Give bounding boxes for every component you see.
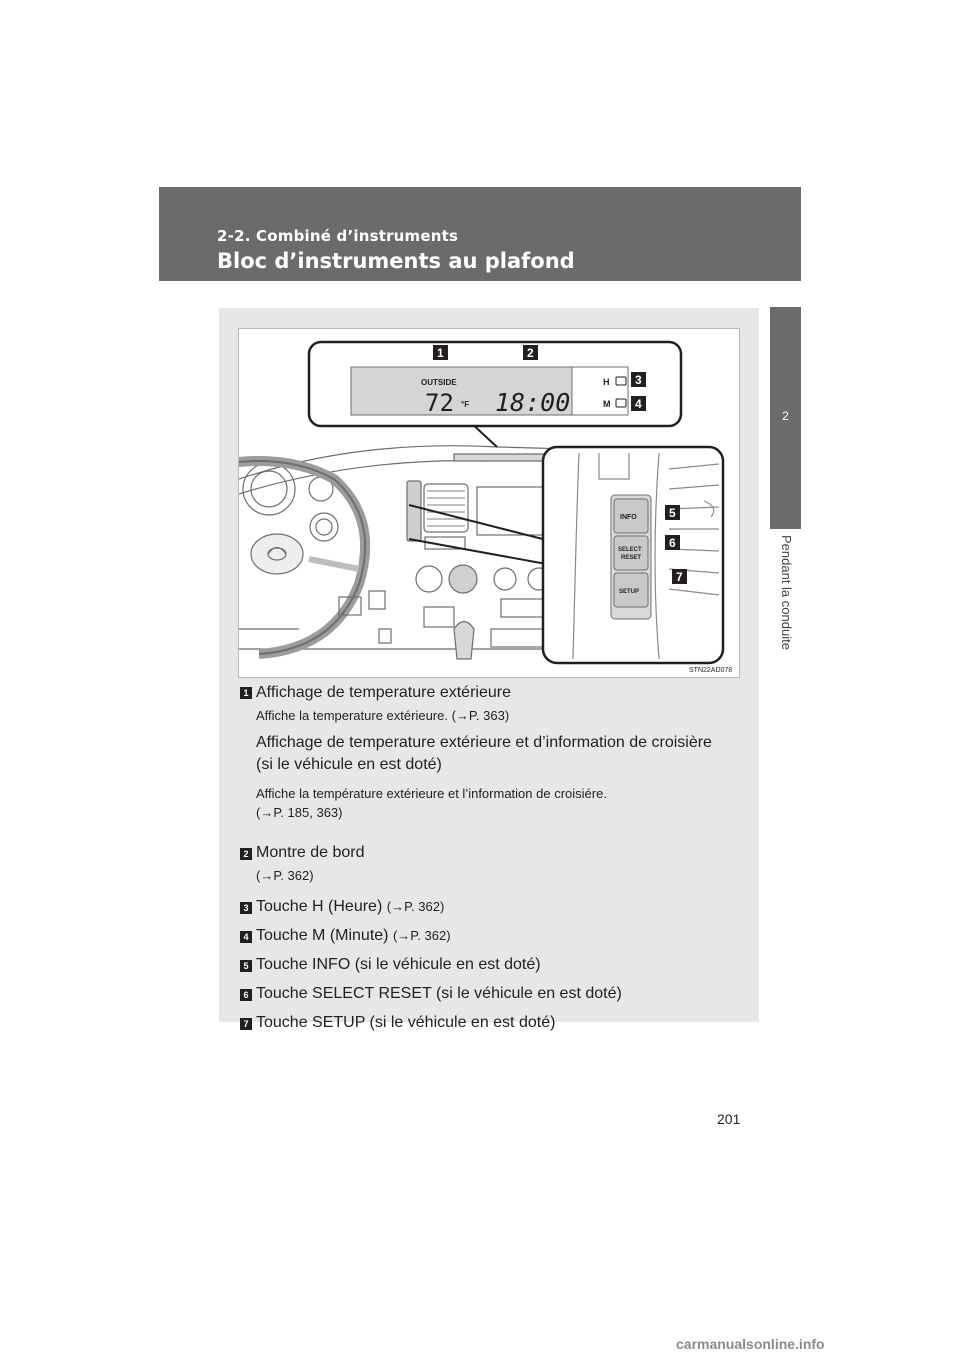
item-title: Affichage de temperature extérieure	[256, 684, 511, 701]
temperature-readout: 72	[425, 389, 454, 417]
item-title: Touche SELECT RESET (si le véhicule en est doté)	[256, 985, 622, 1002]
item-badge: 2	[240, 848, 252, 860]
item-badge: 5	[240, 960, 252, 972]
svg-text:5: 5	[669, 506, 676, 520]
callout-1	[433, 345, 448, 360]
item-title-continued: (si le véhicule en est doté)	[256, 756, 442, 773]
select-button-label: SELECT	[618, 547, 642, 553]
list-item	[240, 834, 750, 886]
item-desc: (→P. 362)	[256, 868, 314, 883]
svg-text:1: 1	[437, 346, 444, 360]
list-item	[240, 914, 750, 943]
chapter-tab	[770, 307, 801, 529]
list-item	[240, 684, 750, 728]
callout-7	[672, 569, 687, 584]
item-badge: 1	[240, 687, 252, 699]
callout-6	[665, 535, 680, 550]
item-ref: (→P. 362)	[386, 899, 445, 914]
list-item	[240, 1001, 750, 1030]
page-number: 201	[717, 1111, 741, 1127]
clock-readout: 18:00	[495, 388, 571, 417]
list-item	[240, 886, 750, 914]
watermark: carmanualsonline.info	[676, 1336, 825, 1352]
list-item	[240, 728, 750, 834]
m-button-label: M	[603, 399, 611, 409]
callout-2	[523, 345, 538, 360]
svg-text:2: 2	[527, 346, 534, 360]
callout-4	[631, 396, 646, 411]
callout-3	[631, 372, 646, 387]
section-label: 2-2. Combiné d’instruments	[217, 227, 459, 245]
item-desc: Affiche la température extérieure et l’information de croisiére.	[256, 786, 607, 801]
h-button-label: H	[603, 377, 610, 387]
item-badge: 4	[240, 931, 252, 943]
chapter-header	[159, 187, 801, 281]
item-badge: 7	[240, 1018, 252, 1030]
legend-list	[240, 684, 750, 1030]
item-title: Montre de bord	[256, 844, 365, 861]
list-item	[240, 972, 750, 1001]
svg-text:4: 4	[635, 397, 642, 411]
chapter-number: 2	[782, 409, 789, 423]
item-title-text: Touche H (Heure)	[256, 898, 383, 915]
item-desc-continued: (→P. 185, 363)	[256, 805, 343, 820]
item-title-text: Touche M (Minute)	[256, 927, 389, 944]
item-title: Touche INFO (si le véhicule en est doté)	[256, 956, 541, 973]
figure-code: STN22AD078	[689, 667, 733, 674]
list-item	[240, 943, 750, 972]
item-title: Touche SETUP (si le véhicule en est doté)	[256, 1014, 556, 1031]
chapter-side-label	[770, 535, 801, 765]
svg-text:7: 7	[676, 570, 683, 584]
info-button-label: INFO	[620, 514, 637, 521]
select-reset-button[interactable]	[614, 536, 648, 570]
item-desc: Affiche la temperature extérieure. (→P. 363)	[256, 708, 510, 723]
item-ref: (→P. 362)	[392, 928, 451, 943]
item-badge: 3	[240, 902, 252, 914]
outside-label: OUTSIDE	[421, 378, 457, 387]
setup-button-label: SETUP	[619, 589, 640, 595]
instrument-illustration	[238, 328, 740, 678]
item-badge: 6	[240, 989, 252, 1001]
reset-button-label: RESET	[621, 555, 642, 561]
callout-5	[665, 505, 680, 520]
page-title: Bloc d’instruments au plafond	[217, 249, 575, 273]
chapter-side-label-text: Pendant la conduite	[779, 535, 794, 650]
item-title: Affichage de temperature extérieure et d’information de croisière	[256, 734, 712, 751]
svg-text:3: 3	[635, 373, 642, 387]
temperature-unit: °F	[461, 400, 470, 409]
svg-text:6: 6	[669, 536, 676, 550]
